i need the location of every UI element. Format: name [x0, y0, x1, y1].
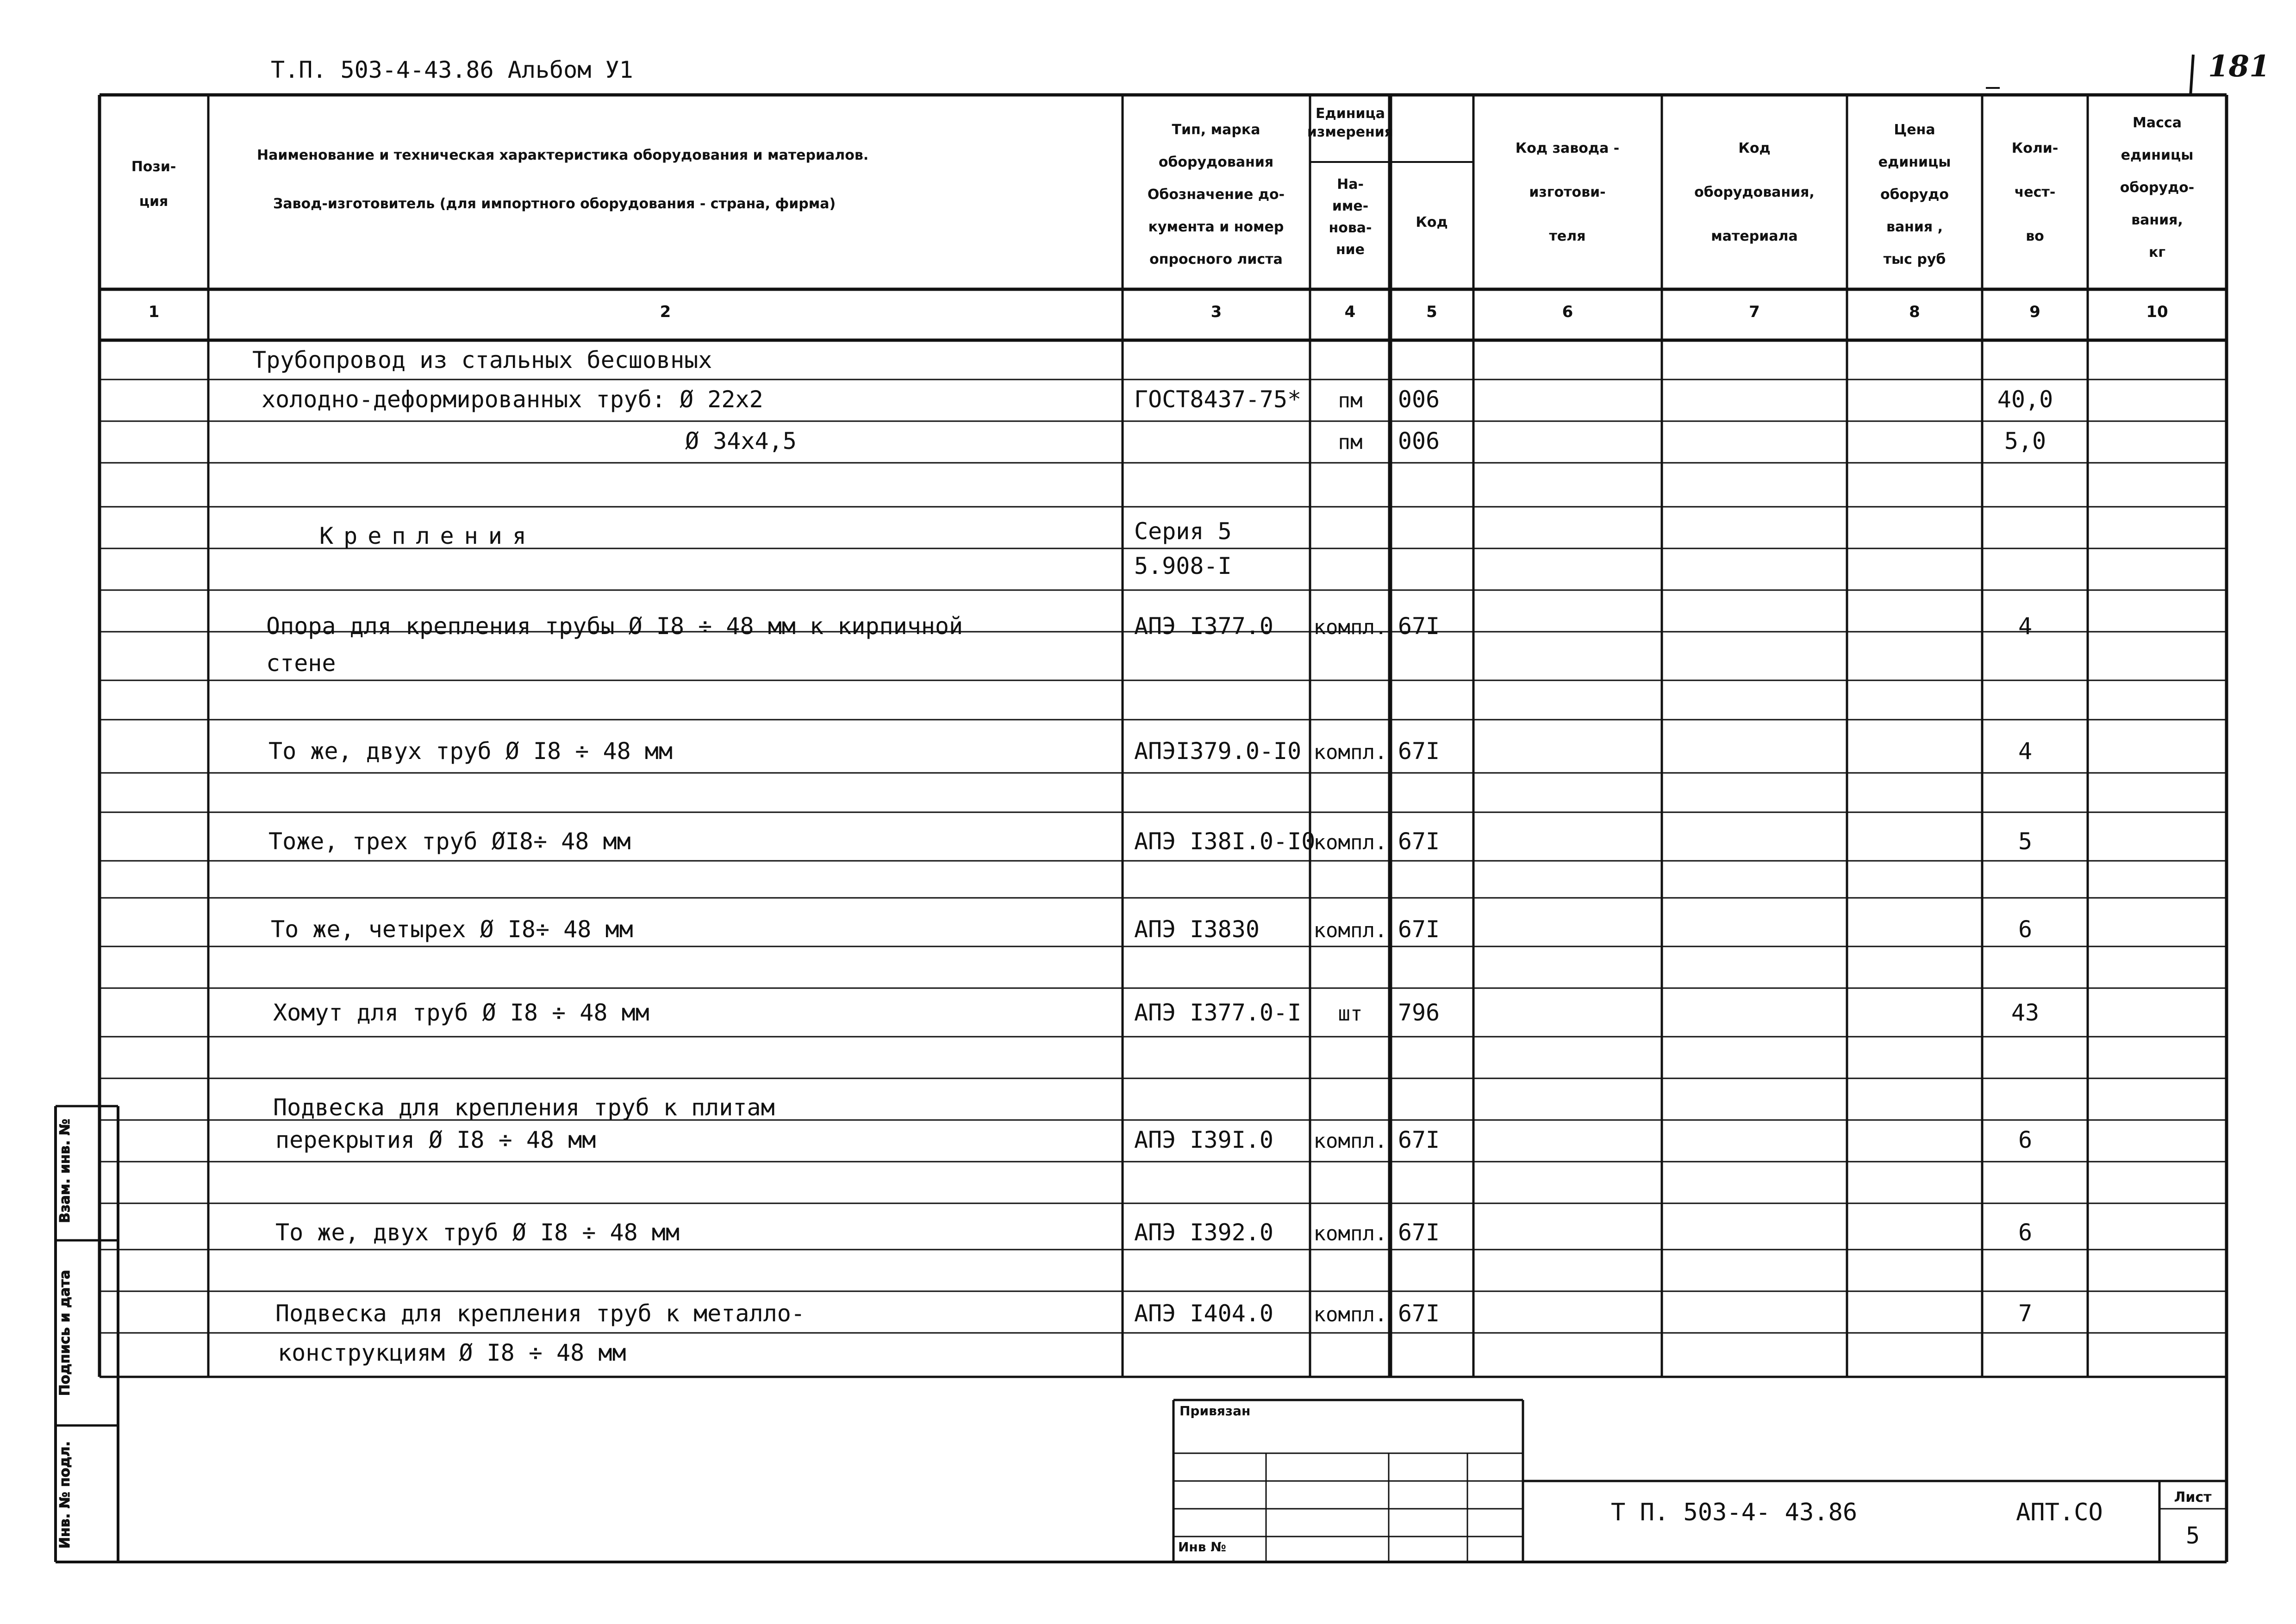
- row-document: АПЭI379.0-I0: [1134, 738, 1302, 765]
- document-code: АПТ.СО: [2016, 1499, 2103, 1526]
- header-type: Тип, марка: [1172, 122, 1260, 138]
- row-quantity: 43: [2011, 999, 2040, 1026]
- header-quantity: чест-: [2014, 184, 2056, 200]
- header-plant-code: изготови-: [1529, 184, 1606, 200]
- row-unit-code: 006: [1398, 428, 1440, 454]
- row-quantity: 4: [2018, 738, 2033, 765]
- album-title: Т.П. 503-4-43.86 Альбом У1: [271, 56, 633, 83]
- header-unit-name: нова-: [1329, 220, 1372, 236]
- header-position: Пози-: [131, 159, 176, 175]
- row-name: То же, двух труб Ø I8 ÷ 48 мм: [275, 1219, 680, 1246]
- header-price: Цена: [1894, 122, 1935, 138]
- header-unit: Единица: [1316, 106, 1385, 122]
- row-unit-code: 796: [1398, 999, 1440, 1026]
- header-unit-name: ние: [1335, 242, 1365, 258]
- header-name: Наименование и техническая характеристика оборудования и материалов.: [257, 147, 869, 163]
- header-type: оборудования: [1158, 154, 1274, 170]
- header-mass: Масса: [2133, 115, 2182, 131]
- row-document: ГОСТ8437-75*: [1134, 386, 1302, 413]
- row-unit: компл.: [1313, 831, 1387, 854]
- row-quantity: 5: [2018, 828, 2033, 855]
- row-document: АПЭ I392.0: [1134, 1219, 1274, 1246]
- row-unit-code: 67I: [1398, 828, 1440, 855]
- column-number: 10: [2146, 303, 2168, 321]
- column-number: 2: [660, 303, 671, 321]
- side-label: Инв. № подл.: [57, 1441, 73, 1549]
- column-number: 6: [1562, 303, 1573, 321]
- header-equipment-code: материала: [1711, 228, 1798, 244]
- row-name: То же, четырех Ø I8÷ 48 мм: [271, 916, 633, 943]
- row-unit-code: 67I: [1398, 613, 1440, 640]
- header-unit-name: На-: [1337, 176, 1364, 193]
- header-mass: оборудо-: [2120, 180, 2195, 196]
- row-name: конструкциям Ø I8 ÷ 48 мм: [278, 1339, 626, 1366]
- row-quantity: 40,0: [1997, 386, 2053, 413]
- row-document: АПЭ I377.0: [1134, 613, 1274, 640]
- row-unit: пм: [1338, 389, 1363, 412]
- row-unit: компл.: [1313, 740, 1387, 764]
- header-plant-code: Код завода -: [1515, 140, 1620, 156]
- header-equipment-code: Код: [1738, 140, 1771, 156]
- row-name: Трубопровод из стальных бесшовных: [252, 347, 712, 373]
- row-unit: компл.: [1313, 1303, 1387, 1326]
- row-unit-code: 67I: [1398, 1126, 1440, 1153]
- row-document: АПЭ I404.0: [1134, 1300, 1274, 1327]
- row-unit-code: 67I: [1398, 916, 1440, 943]
- side-label: Взам. инв. №: [57, 1119, 73, 1223]
- header-mass: вания,: [2131, 212, 2183, 228]
- header-plant-code: теля: [1549, 228, 1586, 244]
- column-number: 1: [148, 303, 160, 321]
- row-name: перекрытия Ø I8 ÷ 48 мм: [275, 1126, 596, 1153]
- row-unit-code: 67I: [1398, 738, 1440, 765]
- header-price: оборудо: [1880, 187, 1949, 203]
- row-unit-code: 67I: [1398, 1219, 1440, 1246]
- row-name: стене: [266, 650, 336, 677]
- row-document: АПЭ I38I.0-I0: [1134, 828, 1316, 855]
- row-document: АПЭ I39I.0: [1134, 1126, 1274, 1153]
- row-document: АПЭ I3830: [1134, 916, 1260, 943]
- row-name: Опора для крепления трубы Ø I8 ÷ 48 мм к кирпичной: [266, 613, 963, 640]
- row-unit: компл.: [1313, 919, 1387, 942]
- column-number: 3: [1210, 303, 1222, 321]
- row-unit-code: 67I: [1398, 1300, 1440, 1327]
- header-price: вания ,: [1886, 219, 1943, 235]
- header-position: ция: [139, 193, 168, 210]
- row-quantity: 4: [2018, 613, 2033, 640]
- column-number: 8: [1909, 303, 1920, 321]
- row-name: Тоже, трех труб ØI8÷ 48 мм: [268, 828, 631, 855]
- side-label: Подпись и дата: [57, 1269, 73, 1396]
- column-number: 5: [1426, 303, 1437, 321]
- column-number: 4: [1344, 303, 1356, 321]
- row-unit: пм: [1338, 430, 1363, 454]
- row-name: То же, двух труб Ø I8 ÷ 48 мм: [268, 738, 673, 765]
- header-mass: кг: [2148, 244, 2166, 261]
- row-document: 5.908-I: [1134, 553, 1232, 579]
- header-quantity: во: [2026, 228, 2044, 244]
- row-quantity: 6: [2018, 1219, 2033, 1246]
- row-name: Ø 34х4,5: [685, 428, 797, 454]
- row-unit: шт: [1338, 1002, 1363, 1026]
- header-unit-code: Код: [1416, 214, 1448, 230]
- row-unit: компл.: [1313, 1222, 1387, 1245]
- inventory-label: Инв №: [1178, 1539, 1226, 1555]
- sheet-label: Лист: [2174, 1489, 2212, 1506]
- document-designation: Т П. 503-4- 43.86: [1611, 1499, 1858, 1526]
- row-document: Серия 5: [1134, 518, 1232, 545]
- row-name: Хомут для труб Ø I8 ÷ 48 мм: [273, 999, 649, 1026]
- row-name: холодно-деформированных труб: Ø 22х2: [262, 386, 763, 413]
- row-quantity: 6: [2018, 1126, 2033, 1153]
- row-document: АПЭ I377.0-I: [1134, 999, 1302, 1026]
- row-unit: компл.: [1313, 616, 1387, 639]
- column-number: 9: [2029, 303, 2040, 321]
- header-type: опросного листа: [1149, 251, 1283, 268]
- header-price: тыс руб: [1883, 251, 1946, 268]
- header-type: Обозначение до-: [1147, 187, 1285, 203]
- row-quantity: 6: [2018, 916, 2033, 943]
- row-quantity: 5,0: [2004, 428, 2046, 454]
- page-number: 181: [2208, 49, 2270, 84]
- row-name: Подвеска для крепления труб к металло-: [275, 1300, 805, 1327]
- row-name: Крепления: [319, 523, 537, 549]
- header-unit-name: име-: [1332, 198, 1369, 214]
- sheet-number: 5: [2185, 1522, 2200, 1549]
- bound-label: Привязан: [1179, 1403, 1251, 1419]
- header-type: кумента и номер: [1148, 219, 1284, 235]
- header-price: единицы: [1878, 154, 1951, 170]
- row-quantity: 7: [2018, 1300, 2033, 1327]
- header-manufacturer: Завод-изготовитель (для импортного оборудования - страна, фирма): [273, 196, 836, 212]
- row-unit: компл.: [1313, 1129, 1387, 1153]
- row-unit-code: 006: [1398, 386, 1440, 413]
- header-equipment-code: оборудования,: [1694, 184, 1815, 200]
- header-quantity: Коли-: [2011, 140, 2059, 156]
- header-unit: измерения: [1307, 124, 1394, 140]
- row-name: Подвеска для крепления труб к плитам: [273, 1094, 775, 1121]
- header-mass: единицы: [2121, 147, 2194, 163]
- column-number: 7: [1749, 303, 1760, 321]
